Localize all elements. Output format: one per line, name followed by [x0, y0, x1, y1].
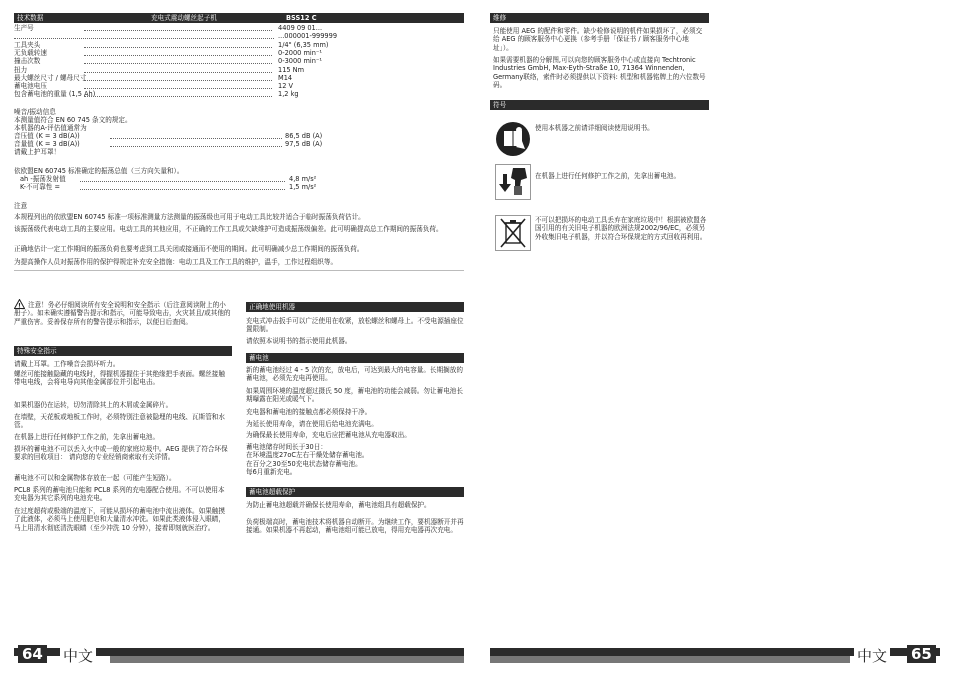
note-paragraph: 正确地估计一定工作期间的振荡负荷也要考虑到工具关闭或接通而不使用的期间。此可明确减少总工作期间的振荡负荷。 [14, 245, 364, 253]
remove-battery-icon [495, 164, 535, 200]
spec-label: 无负载转速 [14, 48, 47, 57]
symbol-text: 使用本机器之前请详细阅读使用说明书。 [535, 124, 654, 132]
overload-header: 蓄电池超载保护 [246, 487, 464, 497]
safety-paragraph: 损坏的蓄电池不可以丢入火中或一般的家庭垃圾中。AEG 提供了符合环保要求的回收项目： 请向您的专业经销商索取有关详情。 [14, 445, 228, 462]
footer-bar-grey [490, 656, 850, 663]
spec-label: 最大螺丝尺寸 / 螺母尺寸 [14, 73, 87, 82]
spec-header-model: BSS12 C [286, 14, 317, 22]
spec-header-title: 技术数据 [17, 14, 44, 22]
spec-value: 115 Nm [278, 65, 305, 74]
overload-paragraph: 负荷极端高时，蓄电池技术将机器自动断开。为继续工作，要机器断开并再接通。如果机器不再起动，蓄电池组可能已放电，得用充电器再次充电。 [246, 518, 464, 535]
symbol-text: 在机器上进行任何修护工作之前，先拿出蓄电池。 [535, 172, 681, 180]
spec-dots [84, 96, 272, 97]
noise-intro-line: 本机器的A-评估值通常为 [14, 124, 87, 132]
safety-paragraph: 在机器上进行任何修护工作之前，先拿出蓄电池。 [14, 433, 160, 441]
spec-dots [84, 72, 272, 73]
spec-dots [84, 88, 272, 89]
vibration-label: K-不可靠性 = [20, 183, 61, 192]
spec-header [14, 13, 232, 23]
page-number: 64 [18, 645, 47, 663]
page-language: 中文 [60, 645, 96, 666]
footer-bar-grey [110, 656, 464, 663]
noise-label: 音量值 (K = 3 dB(A)) [14, 140, 80, 149]
spec-label: 蓄电池电压 [14, 82, 47, 91]
battery-paragraph: 新的蓄电池经过 4 - 5 次的充，放电后，可达到最大的电容量。长期搁放的蓄电池，必须先充电再使用。 [246, 366, 463, 383]
noise-value: 97,5 dB (A) [285, 140, 323, 149]
vibration-dots [80, 189, 285, 190]
noise-label: 音压值 (K = 3 dB(A)) [14, 132, 80, 140]
right-page [477, 0, 954, 677]
spec-header-model-cell [232, 13, 464, 23]
warning-symbol: ! [18, 301, 21, 309]
safety-paragraph: 蓄电池不可以和金属物体存放在一起（可能产生短路）。 [14, 474, 176, 482]
noise-dots [110, 138, 282, 139]
warning-text: 注意！务必仔细阅读所有安全说明和安全指示（后注意阅读附上的小册子）。如未确实遵循警告提示和指示，可能导致电击，火灾甚且/或其他的严重伤害。妥善保存所有的警告提示和指示，以便日后查阅。 [14, 301, 231, 326]
safety-paragraph: 螺丝可能接触隐藏的电线时，得握机器握住于其绝缘把手表面。螺丝接触带电电线，会将电导向其他金属部位并引起电击。 [14, 370, 225, 387]
overload-paragraph: 为防止蓄电池超载并确保长使用寿命，蓄电池组具有超载保护。 [246, 501, 431, 509]
spec-dots [84, 55, 272, 56]
maintenance-paragraph: 只能使用 AEG 的配件和零件。缺少检修说明的机件如果损坏了，必须交给 AEG 的顾客服务中心更换（参考手册「保证书 / 顾客服务中心地址」）。 [493, 27, 703, 52]
battery-paragraph: 蓄电池储存时间长于30日： 在环境温度27oC左右干燥处储存蓄电池。 在百分之30至50充电状态储存蓄电池。 每6月重新充电。 [246, 443, 369, 476]
maintenance-header: 维修 [490, 13, 709, 23]
battery-paragraph: 为延长使用寿命，请在使用后给电池充满电。 [246, 420, 378, 428]
maintenance-paragraph: 如果需要机器的分解图,可以向您的顾客服务中心或直接向 Techtronic Industries GmbH, Max-Eyth-Straße 10, 71364 Winnenden, Germany联络，索件时必须提供以下资料: 机型和机器铭牌上的六位数号码。 [493, 56, 706, 89]
spec-dots [14, 38, 274, 39]
spec-dots [84, 80, 272, 81]
spec-label: 撞击次数 [14, 57, 41, 66]
spec-value: M14 [278, 73, 293, 82]
spec-label: 包含蓄电池的重量 (1,5 Ah) [14, 90, 96, 99]
correct-use-header: 正确地使用机器 [246, 302, 464, 312]
spec-label: 扭力 [14, 65, 28, 74]
safety-paragraph: 在过度超荷或极端的温度下，可能从损坏的蓄电池中流出液体。如果触摸了此液体，必须马上使用肥皂和大量清水冲洗。如果此类液体侵入眼睛，马上用清水彻底清洗眼睛（至少冲洗 10 分钟），接着即刻就医治疗。 [14, 507, 225, 532]
correct-use-paragraph: 请依照本说明书的指示使用此机器。 [246, 337, 352, 345]
vibration-value: 4,8 m/s² [289, 175, 317, 183]
spec-value: 1,2 kg [278, 90, 299, 99]
crossed-bin-icon [495, 215, 535, 251]
vibration-label: ah -振荡发射值 [20, 175, 66, 183]
battery-header: 蓄电池 [246, 353, 464, 363]
noise-intro-line: 本测量值符合 EN 60 745 条文的规定。 [14, 116, 132, 124]
spec-value: 4409 09 01... [278, 24, 323, 32]
page-language: 中文 [854, 645, 890, 666]
note-paragraph: 本规程列出的依欧盟EN 60745 标准一项标准测量方法测量的振荡级也可用于电动工具比较并适合于临时振荡负荷估计。 [14, 213, 365, 221]
special-safety-header: 特殊安全指示 [14, 346, 232, 356]
noise-warning: 请戴上护耳罩！ [14, 148, 61, 156]
spec-dots [84, 47, 272, 48]
page-number: 65 [907, 645, 936, 663]
spec-value: 1/4" (6,35 mm) [278, 40, 329, 49]
safety-paragraph: 在墙壁，天花板或地板工作时，必须特别注意被隐埋的电线、瓦斯管和水管。 [14, 413, 225, 430]
spec-dots [84, 30, 272, 31]
correct-use-paragraph: 充电式冲击扳手可以广泛使用在收紧，放松螺丝和螺母上。不受电源插座位置限制。 [246, 317, 464, 334]
safety-paragraph: 如果机器仍在运转，切勿清除其上的木屑或金属碎片。 [14, 401, 173, 409]
battery-paragraph: 充电器和蓄电池的接触点都必须保持干净。 [246, 408, 372, 416]
spec-label: 工具夹头 [14, 40, 41, 49]
vibration-value: 1,5 m/s² [289, 183, 317, 192]
safety-paragraph: 请戴上耳罩。工作噪音会损坏听力。 [14, 360, 120, 368]
spec-header-product: 充电式震动螺丝起子机 [151, 14, 217, 22]
battery-paragraph: 为确保最长使用寿命，充电后应把蓄电池从充电器取出。 [246, 431, 411, 439]
spec-value: ...000001-999999 [278, 32, 338, 41]
battery-paragraph: 如果周围环境的温度超过摄氏 50 度，蓄电池的功能会减弱。勿让蓄电池长期曝露在阳光或暖气下。 [246, 387, 463, 404]
symbols-header: 符号 [490, 100, 709, 110]
noise-title: 噪音/振动信息 [14, 108, 56, 116]
note-title: 注意 [14, 202, 28, 210]
spec-value: 0-2000 min⁻¹ [278, 48, 323, 57]
noise-dots [110, 146, 282, 147]
symbol-text: 不可以把损坏的电动工具丢弃在家庭垃圾中！根据被欧盟各国引用的有关旧电子机器的欧洲法规2002/96/EC，必须另外收集旧电子机器，并以符合环保规定的方式回收再利用。 [535, 216, 707, 241]
vibration-dots [80, 181, 285, 182]
read-manual-icon [495, 121, 535, 157]
noise-value: 86,5 dB (A) [285, 132, 323, 140]
safety-paragraph: PCL8 系列的蓄电池只能和 PCL8 系列的充电器配合使用。不可以使用本充电器为其它系列的电池充电。 [14, 486, 225, 503]
vibration-title: 依欧盟EN 60745 标准确定的振荡总值（三方向矢量和）。 [14, 167, 184, 175]
spec-value: 12 V [278, 82, 293, 91]
note-paragraph: 为提高操作人员对振荡作用的保护得规定补充安全措施：电动工具及工作工具的维护，温手，工作过程组织等。 [14, 258, 338, 266]
spec-value: 0-3000 min⁻¹ [278, 57, 323, 66]
spec-label: 生产号 [14, 24, 34, 32]
divider [14, 270, 464, 271]
note-paragraph: 该振荡级代表电动工具的主要应用。电动工具的其他应用，不正确的工作工具或欠缺维护可造成振荡级偏差。此可明确提高总工作期间的振荡负荷。 [14, 225, 443, 233]
spec-dots [84, 63, 272, 64]
